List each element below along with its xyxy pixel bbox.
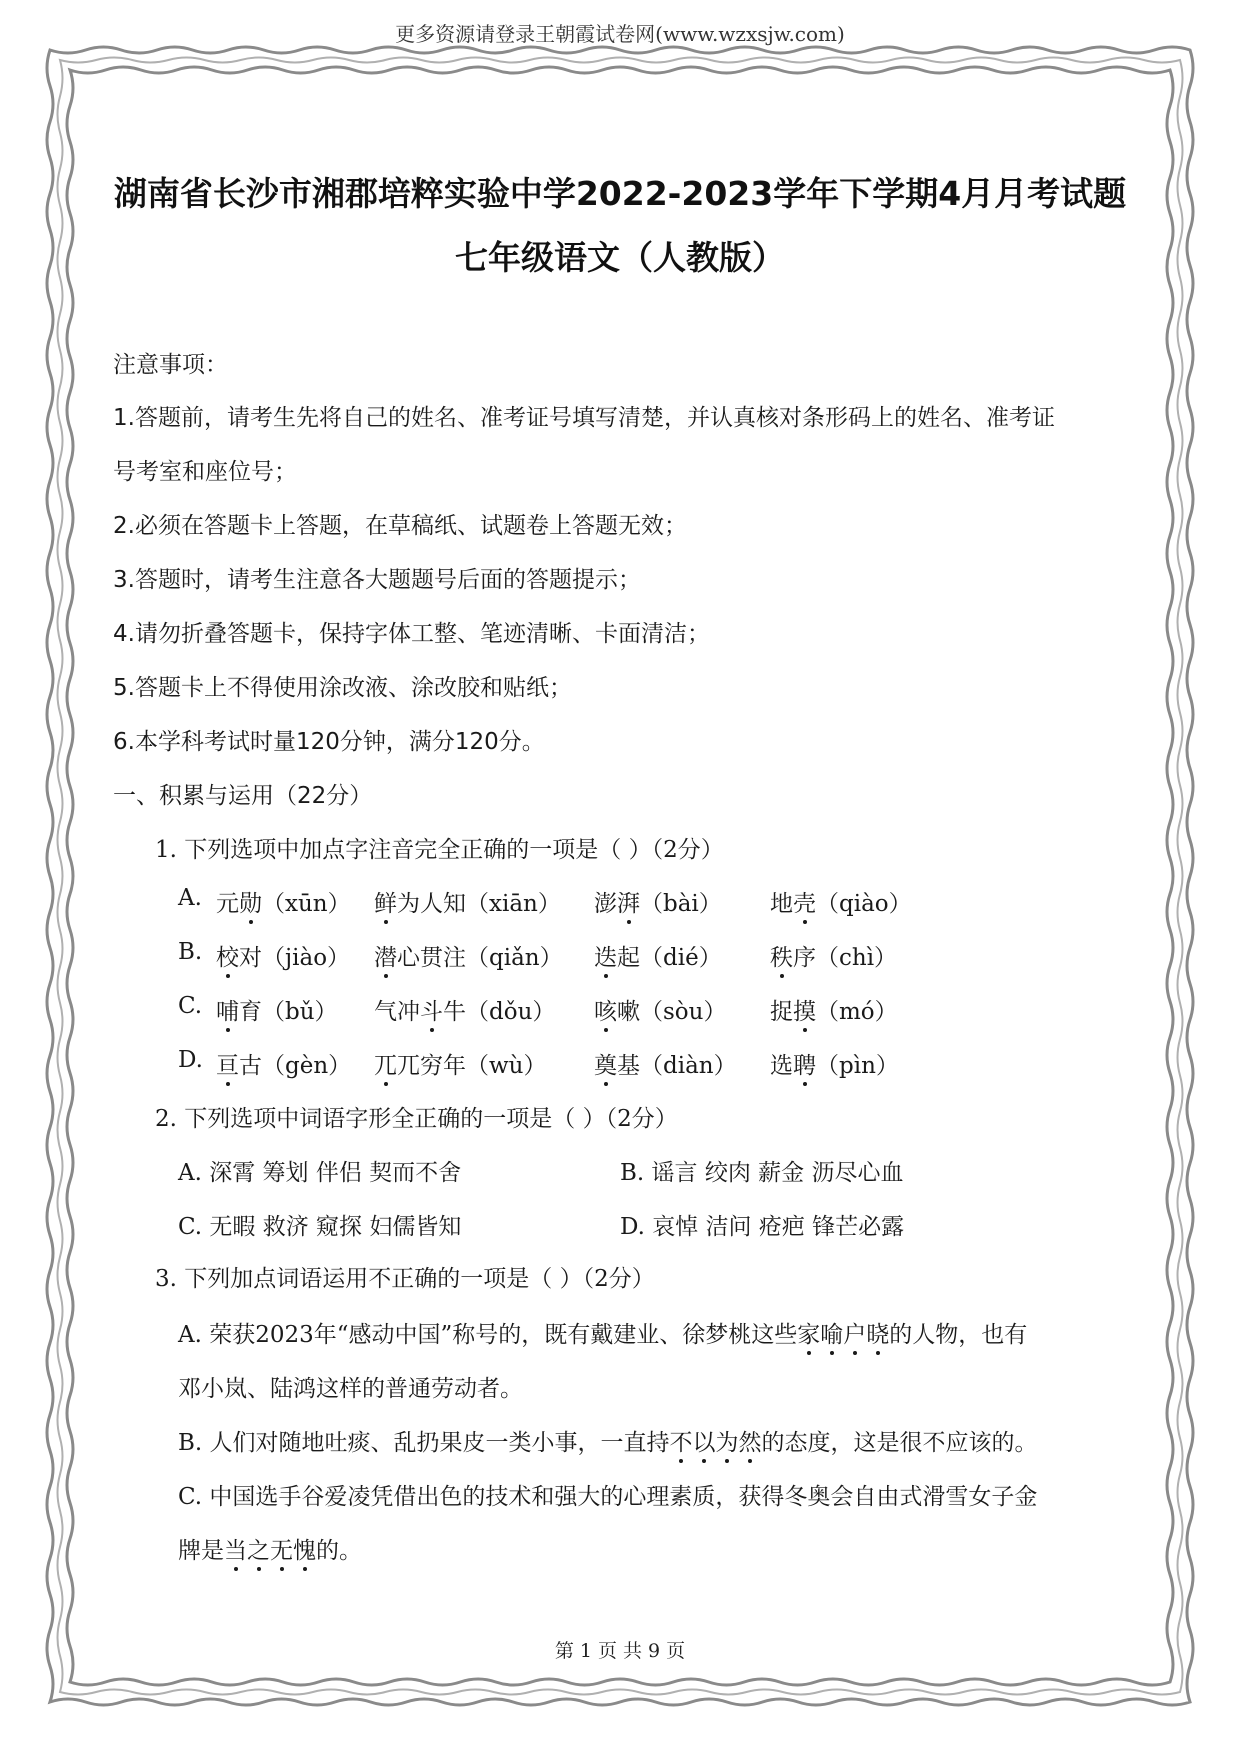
- emphasis-char: 咳: [594, 993, 617, 1026]
- question-2-option-d: D. 哀悼 洁问 疮疤 锋芒必露: [620, 1214, 905, 1240]
- option-text: （pìn）: [816, 1053, 899, 1079]
- question-1-option-b-item: [216, 939, 350, 972]
- emphasis-char: 家: [797, 1316, 820, 1349]
- question-3-stem: 3. 下列加点词语运用不正确的一项是（ ）（2分）: [155, 1266, 655, 1292]
- question-1-option-label-a: A.: [178, 885, 202, 911]
- notice-item-1a: 1.答题前，请考生先将自己的姓名、准考证号填写清楚，并认真核对条形码上的姓名、准考证: [113, 405, 1055, 431]
- section-heading: 一、积累与运用（22分）: [113, 783, 373, 809]
- question-1-option-label-c: C.: [178, 993, 203, 1019]
- option-text: 心贯注（qiǎn）: [397, 945, 563, 971]
- emphasis-char: 湃: [617, 885, 640, 918]
- option-text: 气冲: [374, 999, 420, 1025]
- option-text: 基（diàn）: [617, 1053, 737, 1079]
- question-1-option-b-item: [594, 939, 722, 972]
- question-2-stem: 2. 下列选项中词语字形全正确的一项是（ ）（2分）: [155, 1106, 678, 1132]
- option-text: （qiào）: [816, 891, 912, 917]
- emphasis-char: 迭: [594, 939, 617, 972]
- dotted-phrase: [797, 1322, 889, 1348]
- dotted-phrase: [670, 1430, 762, 1456]
- option-text: 捉: [770, 999, 793, 1025]
- emphasis-char: 然: [739, 1424, 762, 1457]
- option-text: B. 人们对随地吐痰、乱扔果皮一类小事，一直持: [178, 1430, 670, 1456]
- option-text: 牛（dǒu）: [443, 999, 556, 1025]
- notice-item-4: 4.请勿折叠答题卡，保持字体工整、笔迹清晰、卡面清洁；: [113, 621, 710, 647]
- question-1-option-c-item: [770, 993, 898, 1026]
- emphasis-char: 为: [716, 1424, 739, 1457]
- option-text: 嗽（sòu）: [617, 999, 727, 1025]
- emphasis-char: 鲜: [374, 885, 397, 918]
- question-1-option-label-b: B.: [178, 939, 203, 965]
- emphasis-char: 奠: [594, 1047, 617, 1080]
- question-2-option-b: B. 谣言 绞肉 薪金 沥尽心血: [620, 1160, 904, 1186]
- option-text: 序（chì）: [793, 945, 898, 971]
- option-text: 对（jiào）: [239, 945, 351, 971]
- notice-heading: 注意事项：: [113, 352, 228, 378]
- emphasis-char: 校: [216, 939, 239, 972]
- question-3-option-b: [178, 1424, 1038, 1457]
- question-3-option-c-line2: [178, 1532, 362, 1565]
- question-1-option-d-item: [594, 1047, 737, 1080]
- option-text: 古（gèn）: [239, 1053, 352, 1079]
- exam-title: 湖南省长沙市湘郡培粹实验中学2022-2023学年下学期4月月考试题: [113, 174, 1127, 213]
- notice-item-5: 5.答题卡上不得使用涂改液、涂改胶和贴纸；: [113, 675, 572, 701]
- emphasis-char: 不: [670, 1424, 693, 1457]
- emphasis-char: 之: [247, 1532, 270, 1565]
- option-text: 为人知（xiān）: [397, 891, 561, 917]
- option-text: 地: [770, 891, 793, 917]
- emphasis-char: 无: [270, 1532, 293, 1565]
- question-1-option-a-item: [594, 885, 722, 918]
- question-1-option-d-item: [216, 1047, 351, 1080]
- question-1-option-c-item: [374, 993, 555, 1026]
- emphasis-char: 壳: [793, 885, 816, 918]
- question-1-option-c-item: [594, 993, 726, 1026]
- question-3-option-c: C. 中国选手谷爱凌凭借出色的技术和强大的心理素质，获得冬奥会自由式滑雪女子金: [178, 1484, 1038, 1510]
- option-text: 元: [216, 891, 239, 917]
- emphasis-char: 哺: [216, 993, 239, 1026]
- emphasis-char: 愧: [293, 1532, 316, 1565]
- question-3-option-a-line2: 邓小岚、陆鸿这样的普通劳动者。: [178, 1376, 523, 1402]
- emphasis-char: 喻: [820, 1316, 843, 1349]
- notice-item-6: 6.本学科考试时量120分钟，满分120分。: [113, 729, 545, 755]
- emphasis-char: 斗: [420, 993, 443, 1026]
- emphasis-char: 户: [843, 1316, 866, 1349]
- option-text: 的态度，这是很不应该的。: [761, 1430, 1038, 1456]
- option-text: 兀穷年（wù）: [397, 1053, 547, 1079]
- option-text: 澎: [594, 891, 617, 917]
- page-footer: 第 1 页 共 9 页: [554, 1640, 686, 1662]
- emphasis-char: 以: [693, 1424, 716, 1457]
- exam-subtitle: 七年级语文（人教版）: [455, 238, 785, 277]
- option-text: 的。: [316, 1538, 362, 1564]
- option-text: （mó）: [816, 999, 898, 1025]
- option-text: 选: [770, 1053, 793, 1079]
- question-1-option-a-item: [374, 885, 561, 918]
- question-1-option-label-d: D.: [178, 1047, 203, 1073]
- question-1-option-c-item: [216, 993, 338, 1026]
- emphasis-char: 摸: [793, 993, 816, 1026]
- emphasis-char: 晓: [866, 1316, 889, 1349]
- emphasis-char: 勋: [239, 885, 262, 918]
- question-1-option-a-item: [216, 885, 351, 918]
- question-2-option-c: C. 无暇 救济 窥探 妇儒皆知: [178, 1214, 462, 1240]
- notice-item-2: 2.必须在答题卡上答题，在草稿纸、试题卷上答题无效；: [113, 513, 687, 539]
- question-1-stem: 1. 下列选项中加点字注音完全正确的一项是（ ）（2分）: [155, 837, 724, 863]
- emphasis-char: 当: [224, 1532, 247, 1565]
- notice-item-3: 3.答题时，请考生注意各大题题号后面的答题提示；: [113, 567, 641, 593]
- source-banner: 更多资源请登录王朝霞试卷网(www.wzxsjw.com): [395, 22, 845, 46]
- question-1-option-a-item: [770, 885, 912, 918]
- option-text: 的人物，也有: [889, 1322, 1028, 1348]
- emphasis-char: 亘: [216, 1047, 239, 1080]
- question-1-option-b-item: [770, 939, 897, 972]
- option-text: （xūn）: [262, 891, 351, 917]
- question-1-option-d-item: [770, 1047, 899, 1080]
- emphasis-char: 兀: [374, 1047, 397, 1080]
- question-2-option-a: A. 深霄 筹划 伴侣 契而不舍: [178, 1160, 462, 1186]
- question-1-option-b-item: [374, 939, 563, 972]
- emphasis-char: 潜: [374, 939, 397, 972]
- option-text: A. 荣获2023年“感动中国”称号的，既有戴建业、徐梦桃这些: [178, 1322, 798, 1348]
- dotted-phrase: [224, 1538, 316, 1564]
- option-text: 育（bǔ）: [239, 999, 338, 1025]
- notice-item-1b: 号考室和座位号；: [113, 459, 297, 485]
- option-text: 起（dié）: [617, 945, 722, 971]
- question-1-option-d-item: [374, 1047, 547, 1080]
- option-text: （bài）: [640, 891, 722, 917]
- question-3-option-a: [178, 1316, 1027, 1349]
- emphasis-char: 秩: [770, 939, 793, 972]
- option-text: 牌是: [178, 1538, 224, 1564]
- emphasis-char: 聘: [793, 1047, 816, 1080]
